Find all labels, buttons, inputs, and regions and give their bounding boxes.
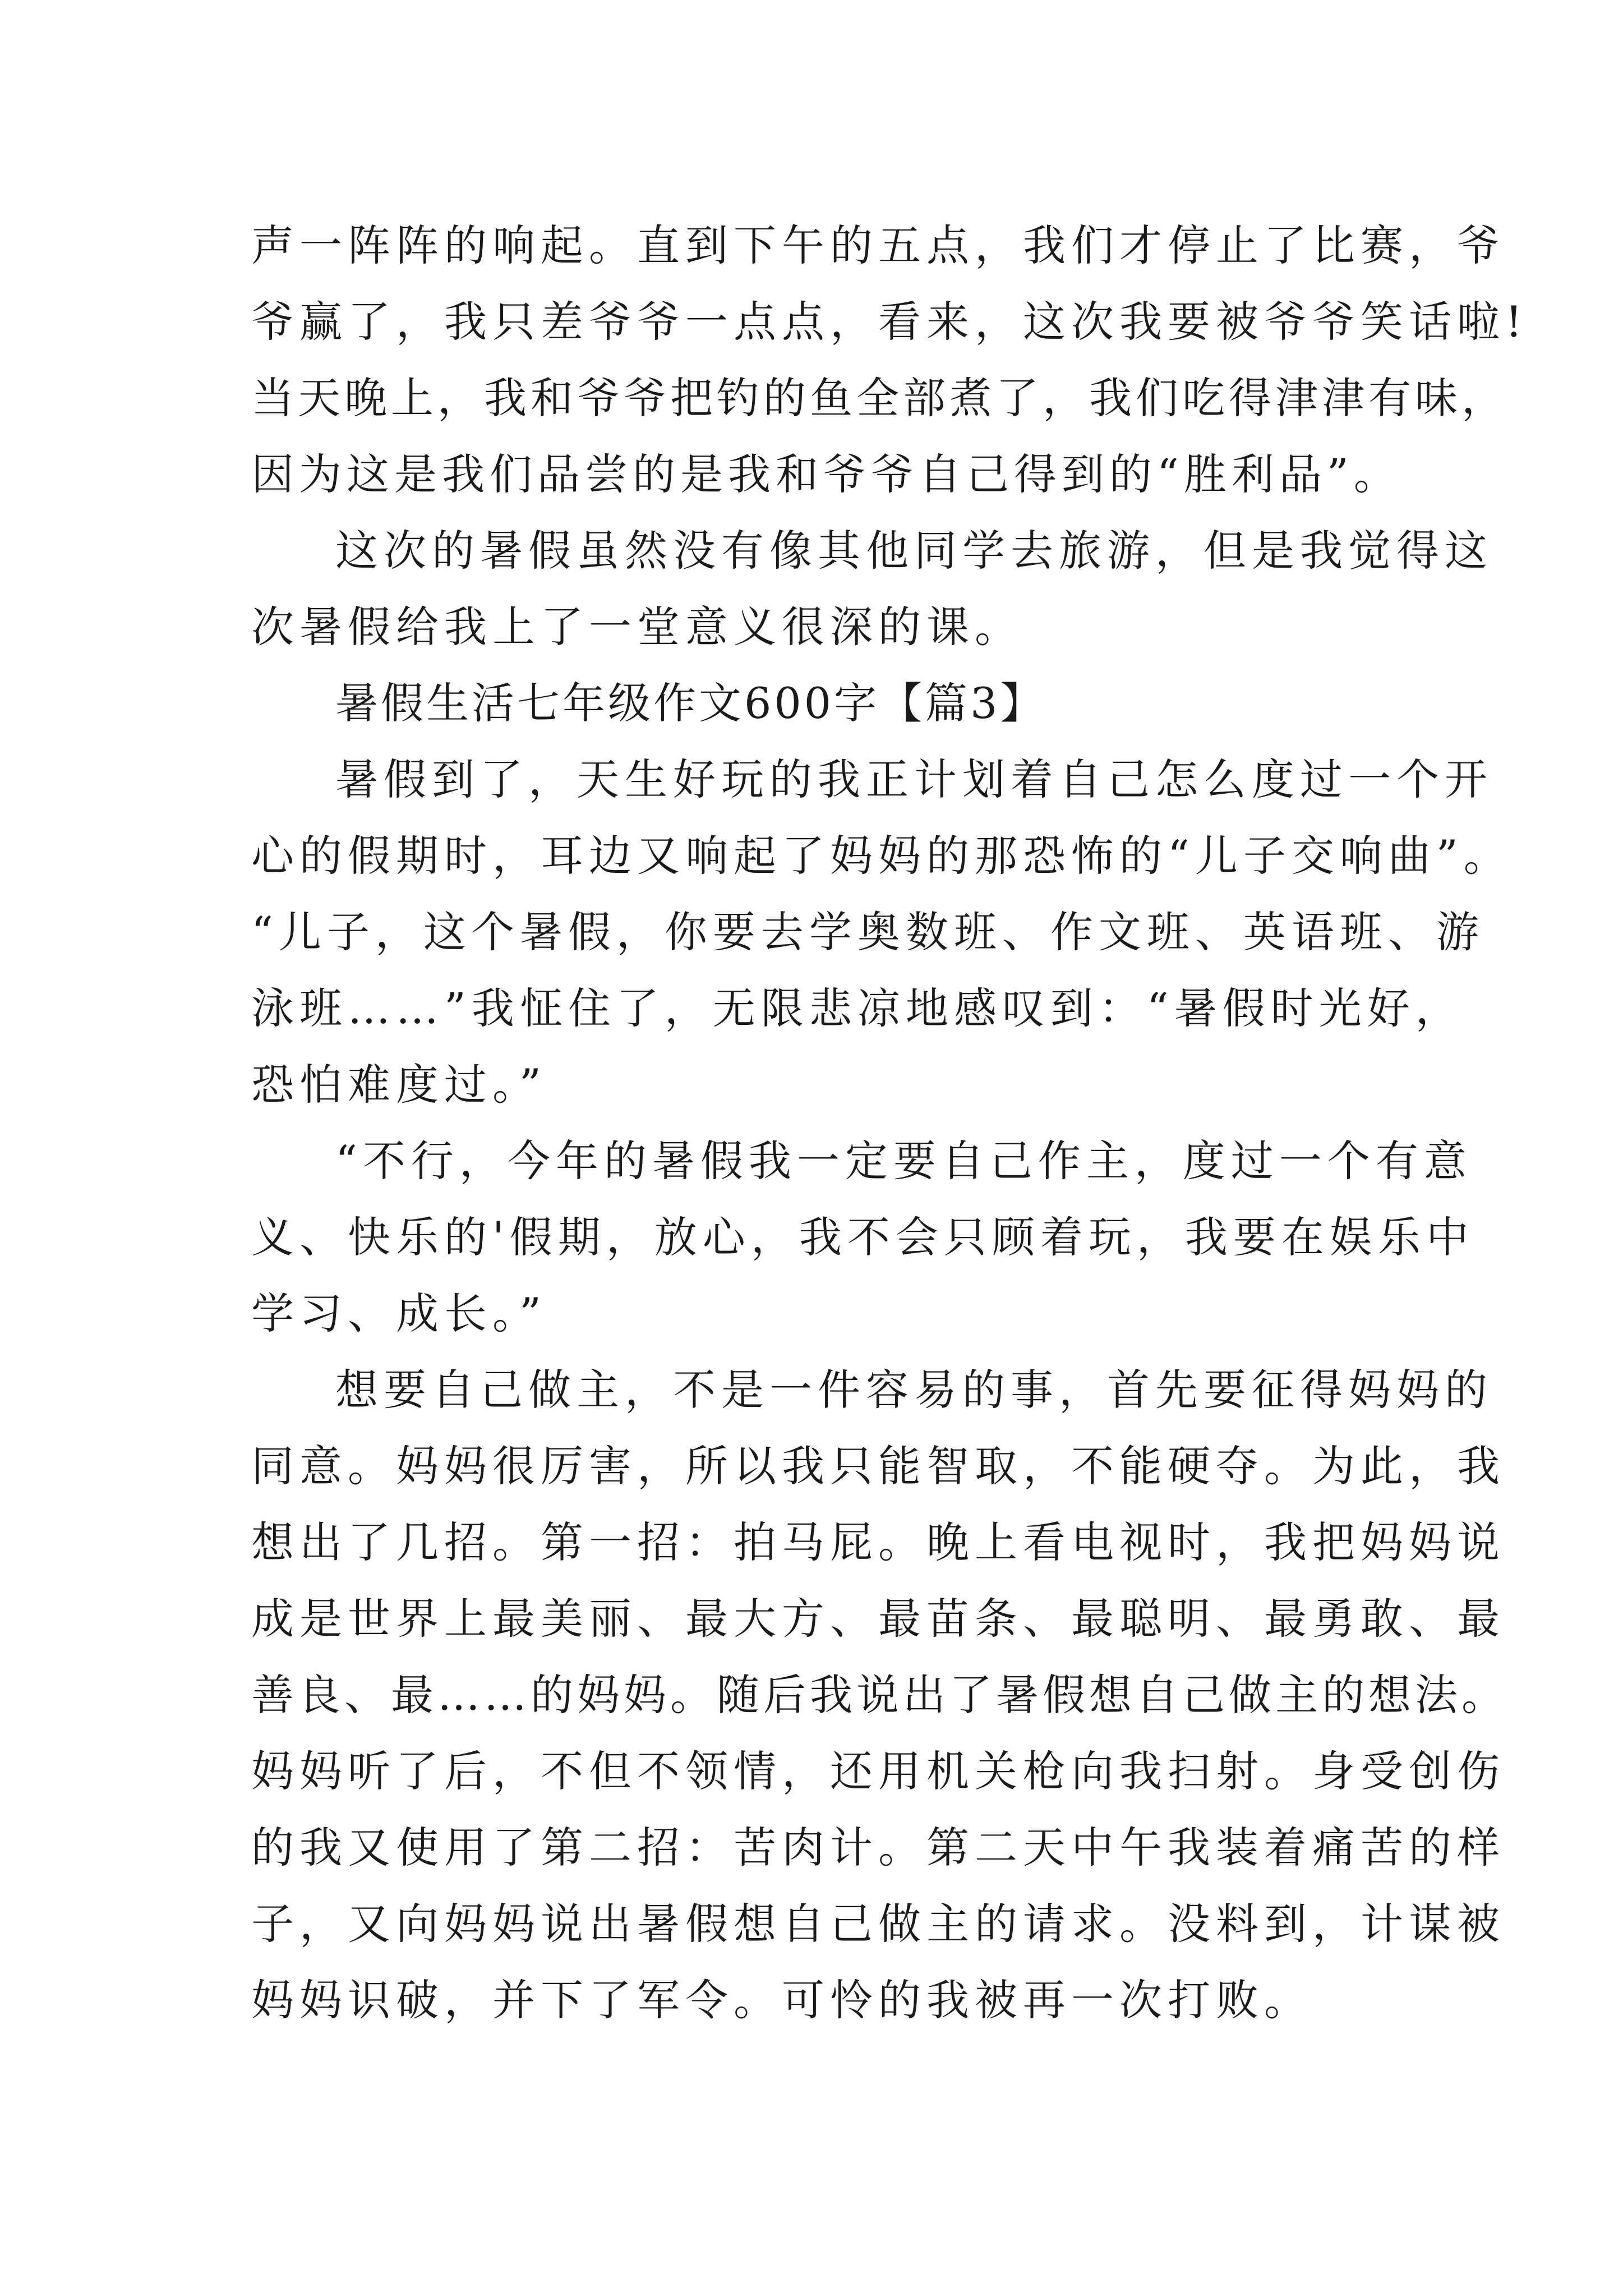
text-line-6: 次暑假给我上了一堂意义很深的课。: [251, 602, 1023, 652]
text-line-11: 泳班……”我怔住了，无限悲凉地感叹到：“暑假时光好，: [251, 983, 1464, 1033]
text-line-13: “不行，今年的暑假我一定要自己作主，度过一个有意: [335, 1136, 1472, 1186]
text-line-19: 成是世界上最美丽、最大方、最苗条、最聪明、最勇敢、最: [251, 1594, 1505, 1644]
text-line-14: 义、快乐的'假期，放心，我不会只顾着玩，我要在娱乐中: [251, 1212, 1474, 1262]
text-line-4: 因为这是我们品尝的是我和爷爷自己得到的“胜利品”。: [251, 449, 1401, 499]
text-line-12: 恐怕难度过。”: [251, 1060, 547, 1110]
text-line-24: 妈妈识破，并下了军令。可怜的我被再一次打败。: [251, 1975, 1312, 2025]
text-line-3: 当天晚上，我和爷爷把钓的鱼全部煮了，我们吃得津津有味，: [251, 373, 1508, 423]
text-line-5: 这次的暑假虽然没有像其他同学去旅游，但是我觉得这: [335, 526, 1493, 576]
text-line-20: 善良、最……的妈妈。随后我说出了暑假想自己做主的想法。: [251, 1670, 1508, 1720]
text-line-1: 声一阵阵的响起。直到下午的五点，我们才停止了比赛，爷: [251, 220, 1505, 270]
text-line-9: 心的假期时，耳边又响起了妈妈的那恐怖的“儿子交响曲”。: [251, 831, 1512, 881]
text-line-22: 的我又使用了第二招：苦肉计。第二天中午我装着痛苦的样: [251, 1823, 1505, 1872]
text-line-8: 暑假到了，天生好玩的我正计划着自己怎么度过一个开: [335, 754, 1493, 804]
text-line-16: 想要自己做主，不是一件容易的事，首先要征得妈妈的: [335, 1365, 1493, 1415]
section-heading: 暑假生活七年级作文600字【篇3】: [335, 678, 1046, 728]
text-line-15: 学习、成长。”: [251, 1289, 547, 1338]
text-line-17: 同意。妈妈很厉害，所以我只能智取，不能硬夺。为此，我: [251, 1441, 1505, 1491]
text-line-18: 想出了几招。第一招：拍马屁。晚上看电视时，我把妈妈说: [251, 1517, 1505, 1567]
text-line-21: 妈妈听了后，不但不领情，还用机关枪向我扫射。身受创伤: [251, 1746, 1505, 1796]
text-line-10: “儿子，这个暑假，你要去学奥数班、作文班、英语班、游: [251, 907, 1484, 957]
text-line-23: 子，又向妈妈说出暑假想自己做主的请求。没料到，计谋被: [251, 1899, 1505, 1949]
text-line-2: 爷赢了，我只差爷爷一点点，看来，这次我要被爷爷笑话啦!: [251, 297, 1528, 347]
